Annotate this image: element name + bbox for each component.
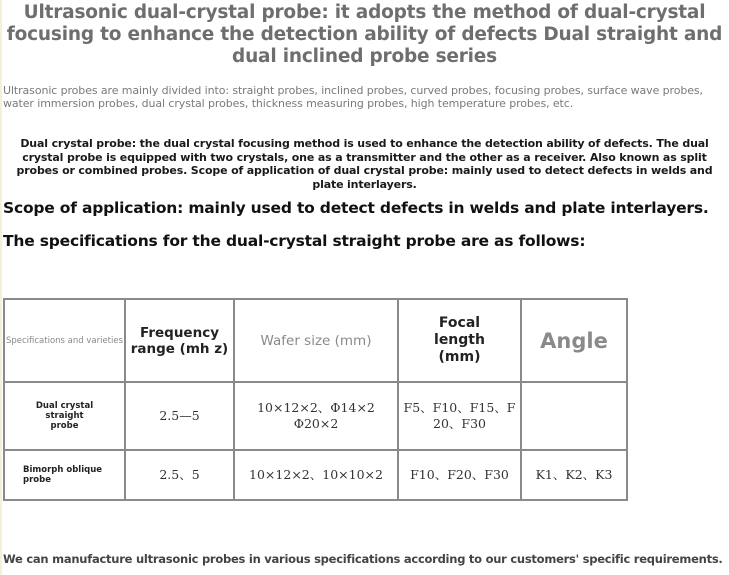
page-title: Ultrasonic dual-crystal probe: it adopts the method of dual-crystal focusing to enhance the detection ability of defects Dual straight and dual inclined probe series bbox=[6, 2, 723, 67]
row-frequency: 2.5—5 bbox=[125, 382, 234, 450]
table-row bbox=[4, 382, 627, 450]
header-varieties: Specifications and varieties bbox=[4, 299, 125, 382]
row-wafer-size: 10×12×2、Φ14×2 Φ20×2 bbox=[234, 382, 398, 450]
row-variety: Dual crystal straight probe bbox=[4, 382, 125, 450]
intro-paragraph: Ultrasonic probes are mainly divided into: straight probes, inclined probes, curved probes, focusing probes, surface wave probes, water immersion probes, dual crystal probes, thickness measuring probes, high temperature probes, etc. bbox=[3, 84, 703, 110]
scope-heading: Scope of application: mainly used to detect defects in welds and plate interlayers. bbox=[3, 199, 709, 217]
header-focal-length: Focal length (mm) bbox=[398, 299, 521, 382]
dual-crystal-description: Dual crystal probe: the dual crystal focusing method is used to enhance the detection ability of defects. The dual crystal probe is equipped with two crystals, one as a transmitter and the other as a receiver. Also known as split probes or combined probes. Scope of application of dual crystal probe: mainly used to detect defects in welds and plate interlayers. bbox=[16, 137, 713, 191]
row-variety: Bimorph oblique probe bbox=[4, 450, 125, 500]
row-frequency: 2.5、5 bbox=[125, 450, 234, 500]
table-row bbox=[4, 450, 627, 500]
table-header-row bbox=[4, 299, 627, 382]
footer-note: We can manufacture ultrasonic probes in various specifications according to our customers' specific requirements. bbox=[3, 552, 723, 566]
header-wafer-size: Wafer size (mm) bbox=[234, 299, 398, 382]
page-edge bbox=[0, 0, 2, 575]
row-angle: K1、K2、K3 bbox=[521, 450, 627, 500]
header-angle: Angle bbox=[521, 299, 627, 382]
specs-heading: The specifications for the dual-crystal straight probe are as follows: bbox=[3, 232, 586, 250]
row-focal-length: F10、F20、F30 bbox=[398, 450, 521, 500]
header-frequency: Frequency range (mh z) bbox=[125, 299, 234, 382]
row-angle bbox=[521, 382, 627, 450]
spec-table bbox=[3, 298, 628, 501]
row-wafer-size: 10×12×2、10×10×2 bbox=[234, 450, 398, 500]
row-focal-length: F5、F10、F15、F 20、F30 bbox=[398, 382, 521, 450]
